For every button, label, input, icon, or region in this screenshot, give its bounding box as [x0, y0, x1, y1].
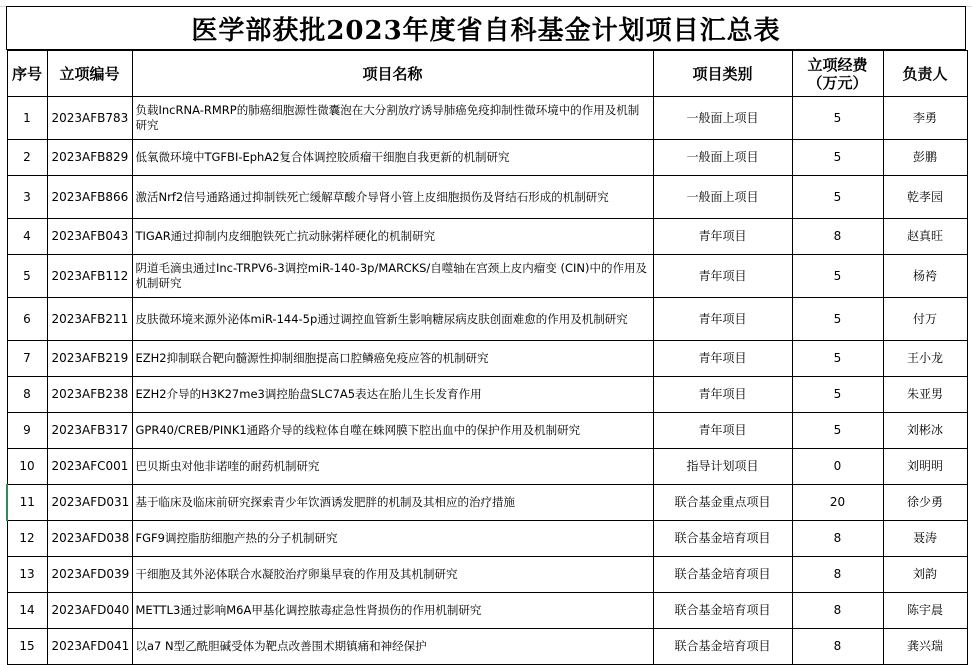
cell-leader[interactable]: 王小龙	[883, 341, 967, 377]
cell-funding[interactable]: 5	[792, 176, 883, 219]
cell-code[interactable]: 2023AFD040	[47, 593, 132, 629]
cell-category[interactable]: 一般面上项目	[653, 97, 792, 140]
cell-project-name[interactable]: 负载IncRNA-RMRP的肺癌细胞源性微囊泡在大分割放疗诱导肺癌免疫抑制性微环境中的作用及机制研究	[132, 97, 653, 140]
projects-table	[6, 50, 968, 665]
cell-funding[interactable]: 5	[792, 255, 883, 298]
table-body	[7, 97, 967, 665]
header-category[interactable]: 项目类别	[653, 51, 792, 97]
table-row	[7, 341, 967, 377]
cell-leader[interactable]: 刘韵	[883, 557, 967, 593]
cell-leader[interactable]: 朱亚男	[883, 377, 967, 413]
cell-no[interactable]: 11	[7, 485, 47, 521]
cell-project-name[interactable]: METTL3通过影响M6A甲基化调控脓毒症急性肾损伤的作用机制研究	[132, 593, 653, 629]
cell-no[interactable]: 6	[7, 298, 47, 341]
cell-leader[interactable]: 乾孝园	[883, 176, 967, 219]
cell-code[interactable]: 2023AFD041	[47, 629, 132, 665]
cell-code[interactable]: 2023AFB112	[47, 255, 132, 298]
cell-funding[interactable]: 5	[792, 97, 883, 140]
header-funding-line1: 立项经费	[807, 55, 868, 74]
cell-no[interactable]: 10	[7, 449, 47, 485]
cell-leader[interactable]: 刘明明	[883, 449, 967, 485]
cell-no[interactable]: 7	[7, 341, 47, 377]
cell-leader[interactable]: 李勇	[883, 97, 967, 140]
cell-code[interactable]: 2023AFB317	[47, 413, 132, 449]
cell-project-name[interactable]: GPR40/CREB/PINK1通路介导的线粒体自噬在蛛网膜下腔出血中的保护作用及机制研究	[132, 413, 653, 449]
cell-code[interactable]: 2023AFB219	[47, 341, 132, 377]
table-row	[7, 593, 967, 629]
table-row	[7, 97, 967, 140]
cell-category[interactable]: 联合基金培育项目	[653, 593, 792, 629]
header-funding[interactable]	[792, 51, 883, 97]
cell-project-name[interactable]: 干细胞及其外泌体联合水凝胶治疗卵巢早衰的作用及其机制研究	[132, 557, 653, 593]
cell-category[interactable]: 青年项目	[653, 341, 792, 377]
table-row	[7, 413, 967, 449]
cell-category[interactable]: 青年项目	[653, 255, 792, 298]
header-code[interactable]: 立项编号	[47, 51, 132, 97]
cell-no[interactable]: 5	[7, 255, 47, 298]
cell-leader[interactable]: 陈宇晨	[883, 593, 967, 629]
cell-leader[interactable]: 龚兴瑞	[883, 629, 967, 665]
table-row	[7, 298, 967, 341]
cell-no[interactable]: 9	[7, 413, 47, 449]
header-row	[7, 51, 967, 97]
cell-category[interactable]: 联合基金培育项目	[653, 629, 792, 665]
cell-funding[interactable]: 5	[792, 298, 883, 341]
cell-category[interactable]: 青年项目	[653, 377, 792, 413]
cell-code[interactable]: 2023AFD031	[47, 485, 132, 521]
cell-project-name[interactable]: 低氧微环境中TGFBI-EphA2复合体调控胶质瘤干细胞自我更新的机制研究	[132, 140, 653, 176]
cell-no[interactable]: 2	[7, 140, 47, 176]
cell-funding[interactable]: 20	[792, 485, 883, 521]
cell-code[interactable]: 2023AFB043	[47, 219, 132, 255]
cell-code[interactable]: 2023AFB211	[47, 298, 132, 341]
cell-leader[interactable]: 杨袴	[883, 255, 967, 298]
cell-project-name[interactable]: FGF9调控脂肪细胞产热的分子机制研究	[132, 521, 653, 557]
table-row	[7, 557, 967, 593]
table-row	[7, 485, 967, 521]
cell-category[interactable]: 青年项目	[653, 413, 792, 449]
cell-funding[interactable]: 8	[792, 521, 883, 557]
cell-project-name[interactable]: 以a7 N型乙酰胆碱受体为靶点改善围术期镇痛和神经保护	[132, 629, 653, 665]
cell-code[interactable]: 2023AFB866	[47, 176, 132, 219]
cell-category[interactable]: 一般面上项目	[653, 140, 792, 176]
cell-project-name[interactable]: EZH2抑制联合靶向髓源性抑制细胞提高口腔鳞癌免疫应答的机制研究	[132, 341, 653, 377]
cell-category[interactable]: 指导计划项目	[653, 449, 792, 485]
cell-no[interactable]: 3	[7, 176, 47, 219]
table-row	[7, 219, 967, 255]
cell-no[interactable]: 1	[7, 97, 47, 140]
cell-funding[interactable]: 5	[792, 341, 883, 377]
cell-category[interactable]: 联合基金培育项目	[653, 521, 792, 557]
cell-funding[interactable]: 5	[792, 140, 883, 176]
header-leader[interactable]: 负责人	[883, 51, 967, 97]
cell-no[interactable]: 4	[7, 219, 47, 255]
cell-code[interactable]: 2023AFC001	[47, 449, 132, 485]
table-row	[7, 140, 967, 176]
cell-leader[interactable]: 刘彬冰	[883, 413, 967, 449]
cell-no[interactable]: 15	[7, 629, 47, 665]
cell-funding[interactable]: 5	[792, 377, 883, 413]
cell-funding[interactable]: 8	[792, 219, 883, 255]
cell-no[interactable]: 12	[7, 521, 47, 557]
cell-category[interactable]: 联合基金培育项目	[653, 557, 792, 593]
cell-project-name[interactable]: 巴贝斯虫对他非诺喹的耐药机制研究	[132, 449, 653, 485]
header-no[interactable]: 序号	[7, 51, 47, 97]
cell-category[interactable]: 青年项目	[653, 219, 792, 255]
table-row	[7, 521, 967, 557]
cell-code[interactable]: 2023AFD039	[47, 557, 132, 593]
cell-code[interactable]: 2023AFD038	[47, 521, 132, 557]
cell-no[interactable]: 13	[7, 557, 47, 593]
cell-funding[interactable]: 5	[792, 413, 883, 449]
table-title[interactable]: 医学部获批2023年度省自科基金计划项目汇总表	[6, 6, 966, 50]
header-name[interactable]: 项目名称	[132, 51, 653, 97]
table-row	[7, 377, 967, 413]
table-row	[7, 629, 967, 665]
header-funding-line2: （万元）	[807, 73, 868, 92]
cell-category[interactable]: 联合基金重点项目	[653, 485, 792, 521]
cell-no[interactable]: 8	[7, 377, 47, 413]
table-row	[7, 255, 967, 298]
table-row	[7, 176, 967, 219]
cell-funding[interactable]: 0	[792, 449, 883, 485]
cell-project-name[interactable]: TIGAR通过抑制内皮细胞铁死亡抗动脉粥样硬化的机制研究	[132, 219, 653, 255]
cell-code[interactable]: 2023AFB238	[47, 377, 132, 413]
cell-project-name[interactable]: 皮肤微环境来源外泌体miR-144-5p通过调控血管新生影响糖尿病皮肤创面难愈的作用及机制研究	[132, 298, 653, 341]
cell-category[interactable]: 青年项目	[653, 298, 792, 341]
cell-no[interactable]: 14	[7, 593, 47, 629]
cell-project-name[interactable]: 激活Nrf2信号通路通过抑制铁死亡缓解草酸介导肾小管上皮细胞损伤及肾结石形成的机制研究	[132, 176, 653, 219]
cell-code[interactable]: 2023AFB829	[47, 140, 132, 176]
cell-leader[interactable]: 彭鹏	[883, 140, 967, 176]
cell-leader[interactable]: 赵真旺	[883, 219, 967, 255]
cell-project-name[interactable]: 阴道毛滴虫通过Inc-TRPV6-3调控miR-140-3p/MARCKS/自噬轴在宫颈上皮内瘤变 (CIN)中的作用及机制研究	[132, 255, 653, 298]
cell-leader[interactable]: 聂涛	[883, 521, 967, 557]
cell-category[interactable]: 一般面上项目	[653, 176, 792, 219]
cell-project-name[interactable]: EZH2介导的H3K27me3调控胎盘SLC7A5表达在胎儿生长发育作用	[132, 377, 653, 413]
cell-leader[interactable]: 徐少勇	[883, 485, 967, 521]
cell-funding[interactable]: 8	[792, 557, 883, 593]
cell-funding[interactable]: 8	[792, 629, 883, 665]
cell-project-name[interactable]: 基于临床及临床前研究探索青少年饮酒诱发肥胖的机制及其相应的治疗措施	[132, 485, 653, 521]
table-row	[7, 449, 967, 485]
cell-funding[interactable]: 8	[792, 593, 883, 629]
cell-leader[interactable]: 付万	[883, 298, 967, 341]
cell-code[interactable]: 2023AFB783	[47, 97, 132, 140]
